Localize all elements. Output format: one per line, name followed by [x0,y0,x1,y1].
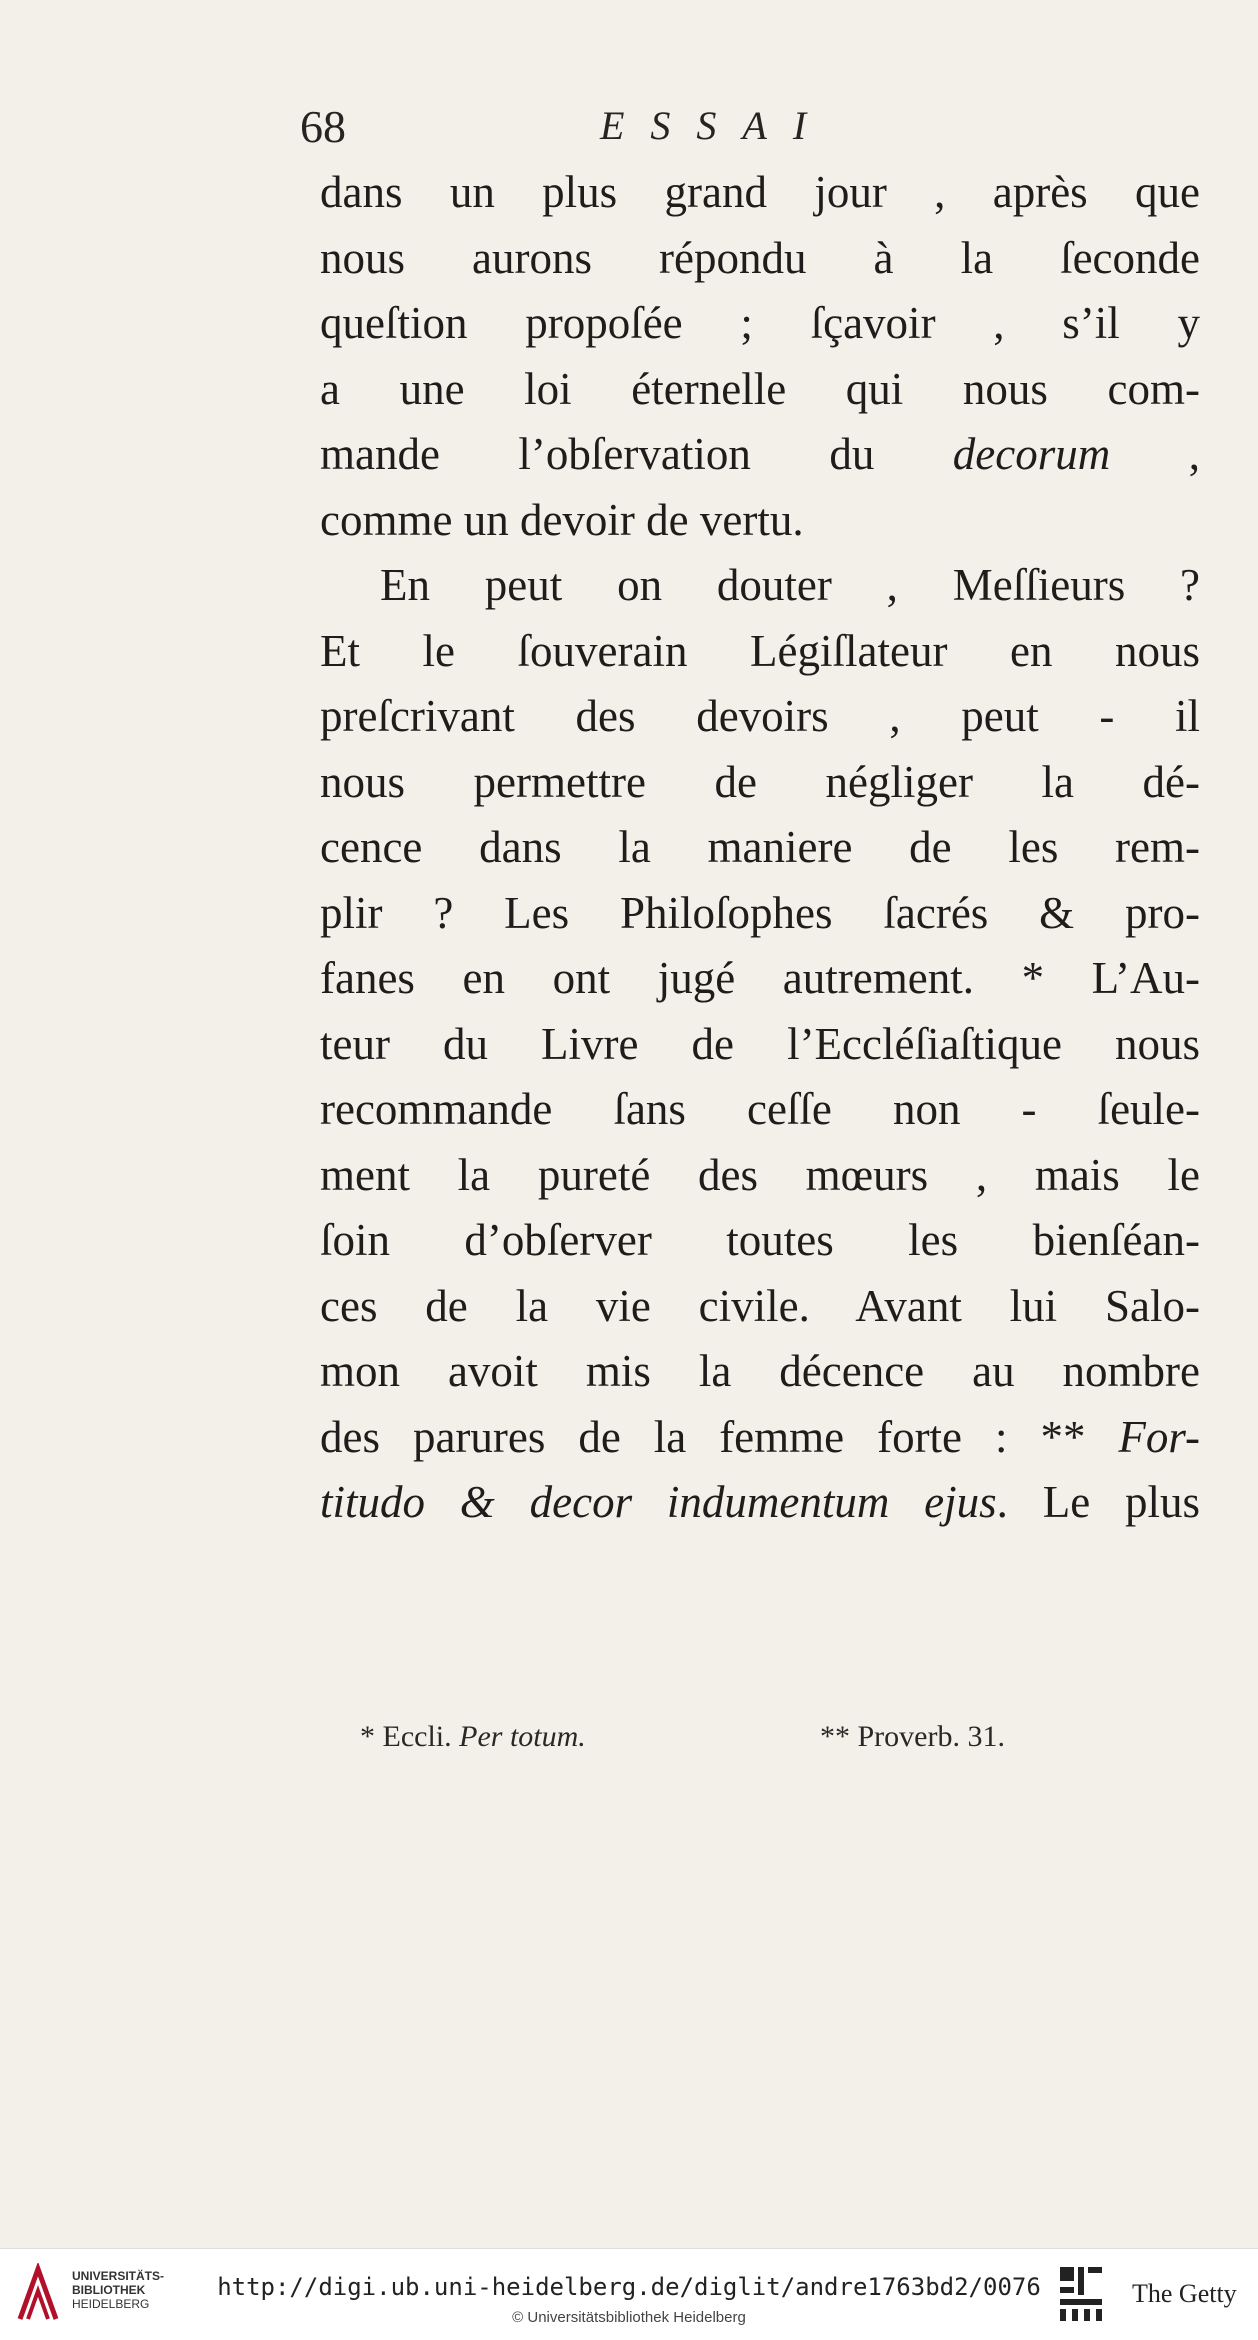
text-line: dans un plus grand jour , après que [320,167,1200,217]
library-name: UNIVERSITÄTS- BIBLIOTHEK HEIDELBERG [72,2269,165,2311]
page-number: 68 [300,101,346,152]
text-line: recommande ſans ceſſe non - ſeule- [320,1084,1200,1134]
text-line: teur du Livre de l’Eccléſiaſtique nous [320,1018,1200,1069]
footnote-2: ** Proverb. 31. [820,1720,1005,1753]
text-line: plir ? Les Philoſophes ſacrés & pro- [320,887,1200,938]
text-line: nous permettre de négliger la dé- [320,756,1200,807]
body-text [320,160,1200,1536]
text-line: fanes en ont jugé autrement. * L’Au- [320,953,1200,1003]
text-line: Et le ſouverain Légiſlateur en nous [320,625,1200,676]
getty-logo-icon [1058,2263,1108,2325]
text-line: cence dans la maniere de les rem- [320,822,1200,872]
text-line: mon avoit mis la décence au nombre [320,1346,1200,1396]
text-line: En peut on douter , Meſſieurs ? [380,560,1200,610]
permalink-url[interactable]: http://digi.ub.uni-heidelberg.de/diglit/andre1763bd2/0076 [217,2273,1041,2301]
text-line: ces de la vie civile. Avant lui Salo- [320,1280,1200,1331]
text-line: des parures de la femme forte : ** For- [320,1411,1200,1462]
partner-name: The Getty [1132,2279,1237,2308]
footnote-1: * Eccli. Per totum. [360,1720,586,1753]
text-line: nous aurons répondu à la ſeconde [320,232,1200,283]
text-line: comme un devoir de vertu. [320,494,804,545]
viewer-footer [0,2248,1258,2340]
text-line: ſoin d’obſerver toutes les bienſéan- [320,1215,1200,1265]
page-header [300,100,1200,160]
footnotes [360,1720,1160,1760]
text-line: preſcrivant des devoirs , peut - il [320,691,1200,741]
copyright-notice: © Universitätsbibliothek Heidelberg [512,2309,746,2326]
text-line: ment la pureté des mœurs , mais le [320,1149,1200,1200]
text-line: queſtion propoſée ; ſçavoir , s’il y [320,298,1200,348]
text-line: titudo & decor indumentum ejus. Le plus [320,1477,1200,1527]
text-line: a une loi éternelle qui nous com- [320,363,1200,414]
running-head: ESSAI [600,103,833,148]
text-line: mande l’obſervation du decorum , [320,429,1200,479]
